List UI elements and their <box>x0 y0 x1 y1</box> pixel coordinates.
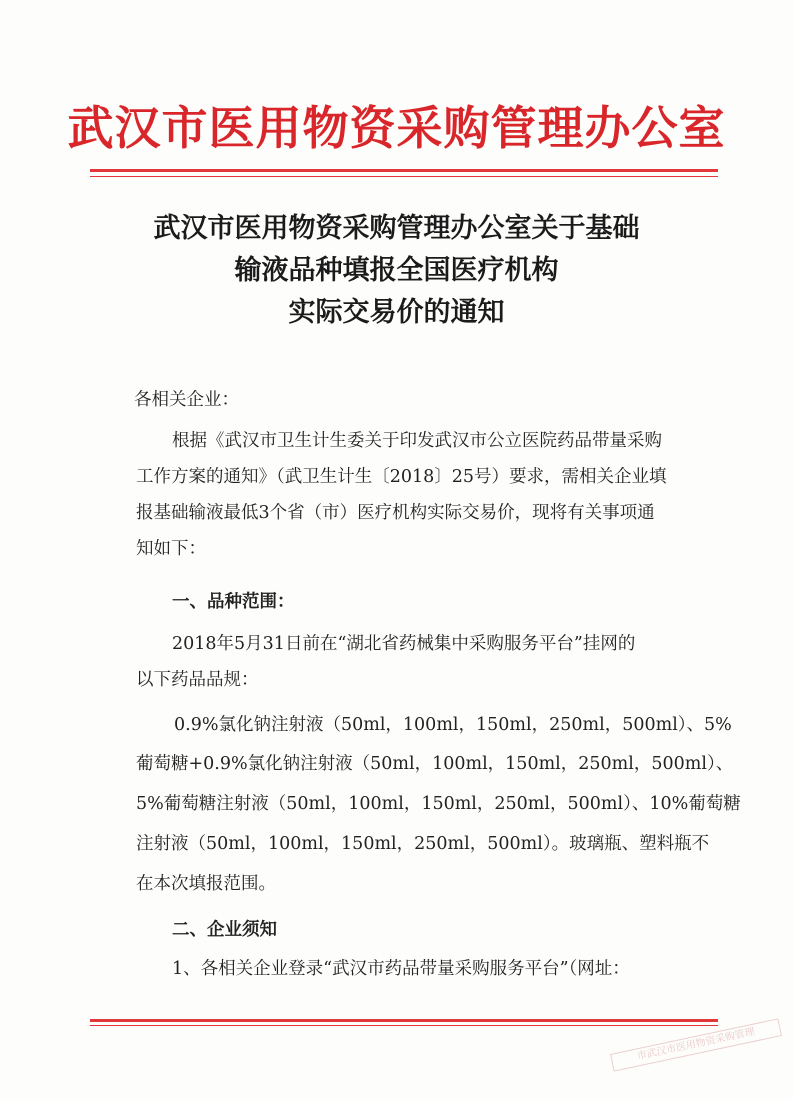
letterhead-rule-thick <box>90 169 718 172</box>
paragraph-1-line-4: 知如下： <box>136 539 206 559</box>
title-line-2: 输液品种填报全国医疗机构 <box>234 255 559 286</box>
document-title <box>0 208 793 334</box>
footer-rule-thin <box>90 1025 718 1026</box>
watermark-stamp: 市武汉市医用物资采购管理 <box>610 1018 782 1071</box>
section-1-para-2-line-4: 注射液（50ml，100ml，150ml，250ml，500ml）。玻璃瓶、塑料瓶不 <box>136 834 710 854</box>
section-1-para-1-line-2: 以下药品品规： <box>136 670 259 690</box>
section-2-item-1: 1、各相关企业登录“武汉市药品带量采购服务平台”（网址： <box>172 959 630 979</box>
paragraph-1-line-1: 根据《武汉市卫生计生委关于印发武汉市公立医院药品带量采购 <box>172 431 662 451</box>
section-1-para-2-line-1: 0.9%氯化钠注射液（50ml，100ml，150ml，250ml，500ml）、5% <box>174 715 732 735</box>
paragraph-1-line-2: 工作方案的通知》（武卫生计生〔2018〕25号）要求，需相关企业填 <box>136 467 667 487</box>
title-line-3: 实际交易价的通知 <box>288 297 505 328</box>
section-1-para-2-line-5: 在本次填报范围。 <box>136 874 276 894</box>
letterhead-rule-thin <box>90 176 718 177</box>
footer-rule-thick <box>90 1019 718 1022</box>
section-1-para-2-line-3: 5%葡萄糖注射液（50ml，100ml，150ml，250ml，500ml）、10%葡萄糖 <box>136 794 741 814</box>
letterhead: 武汉市医用物资采购管理办公室 <box>67 101 726 155</box>
title-line-1: 武汉市医用物资采购管理办公室关于基础 <box>153 213 640 244</box>
section-2-heading: 二、企业须知 <box>172 920 277 940</box>
paragraph-1-line-3: 报基础输液最低3个省（市）医疗机构实际交易价，现将有关事项通 <box>136 503 655 523</box>
salutation: 各相关企业： <box>134 390 239 410</box>
section-1-para-1-line-1: 2018年5月31日前在“湖北省药械集中采购服务平台”挂网的 <box>172 634 636 654</box>
section-1-para-2-line-2: 葡萄糖+0.9%氯化钠注射液（50ml，100ml，150ml，250ml，500ml）、 <box>136 754 734 774</box>
section-1-heading: 一、品种范围： <box>172 592 295 612</box>
